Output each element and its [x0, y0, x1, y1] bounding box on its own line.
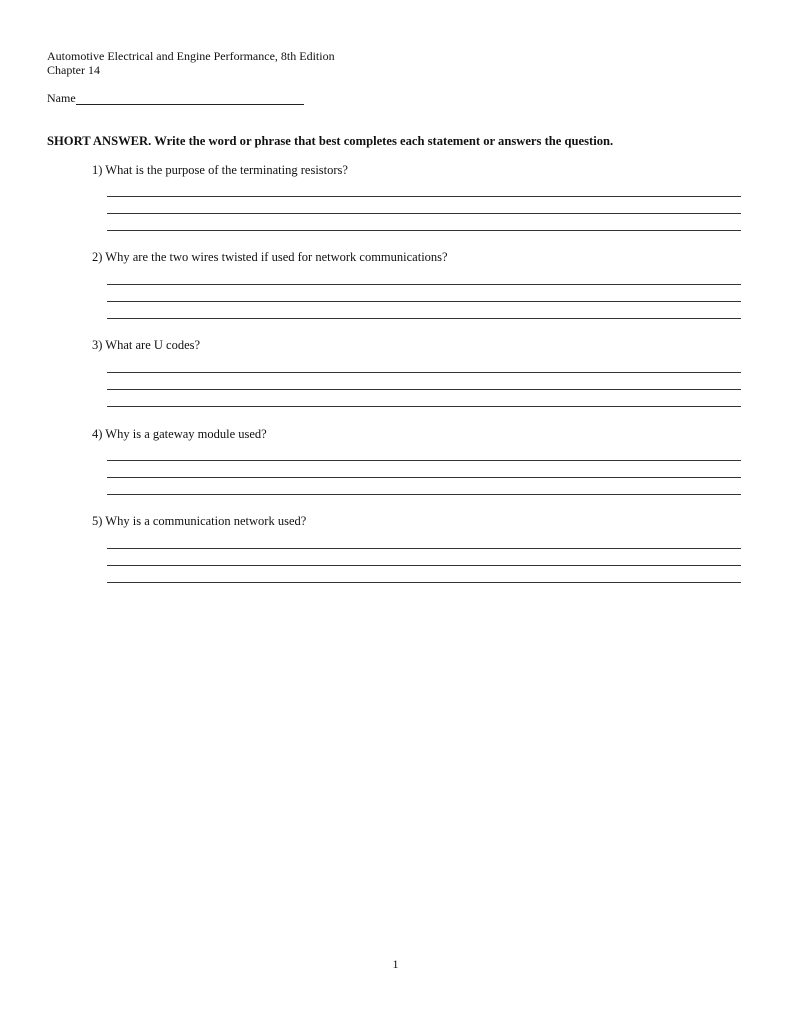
answer-line[interactable]	[107, 565, 741, 566]
book-title: Automotive Electrical and Engine Performance, 8th Edition	[47, 49, 335, 63]
answer-line[interactable]	[107, 582, 741, 583]
answer-line[interactable]	[107, 284, 741, 285]
question-2: 2) Why are the two wires twisted if used for network communications?	[92, 250, 448, 264]
name-label: Name	[47, 91, 76, 105]
page-number: 1	[392, 957, 399, 971]
answer-line[interactable]	[107, 301, 741, 302]
answer-line[interactable]	[107, 548, 741, 549]
name-row	[47, 91, 304, 105]
answer-line[interactable]	[107, 389, 741, 390]
answer-line[interactable]	[107, 213, 741, 214]
answer-line[interactable]	[107, 318, 741, 319]
chapter-label: Chapter 14	[47, 63, 100, 77]
answer-line[interactable]	[107, 494, 741, 495]
question-4: 4) Why is a gateway module used?	[92, 427, 267, 441]
answer-line[interactable]	[107, 460, 741, 461]
answer-line[interactable]	[107, 406, 741, 407]
answer-line[interactable]	[107, 196, 741, 197]
question-3: 3) What are U codes?	[92, 338, 201, 352]
answer-line[interactable]	[107, 230, 741, 231]
name-field[interactable]	[76, 92, 304, 105]
question-1: 1) What is the purpose of the terminating resistors?	[92, 163, 348, 177]
section-instructions: SHORT ANSWER. Write the word or phrase that best completes each statement or answers the question.	[47, 134, 614, 148]
answer-line[interactable]	[107, 372, 741, 373]
answer-line[interactable]	[107, 477, 741, 478]
question-5: 5) Why is a communication network used?	[92, 514, 307, 528]
